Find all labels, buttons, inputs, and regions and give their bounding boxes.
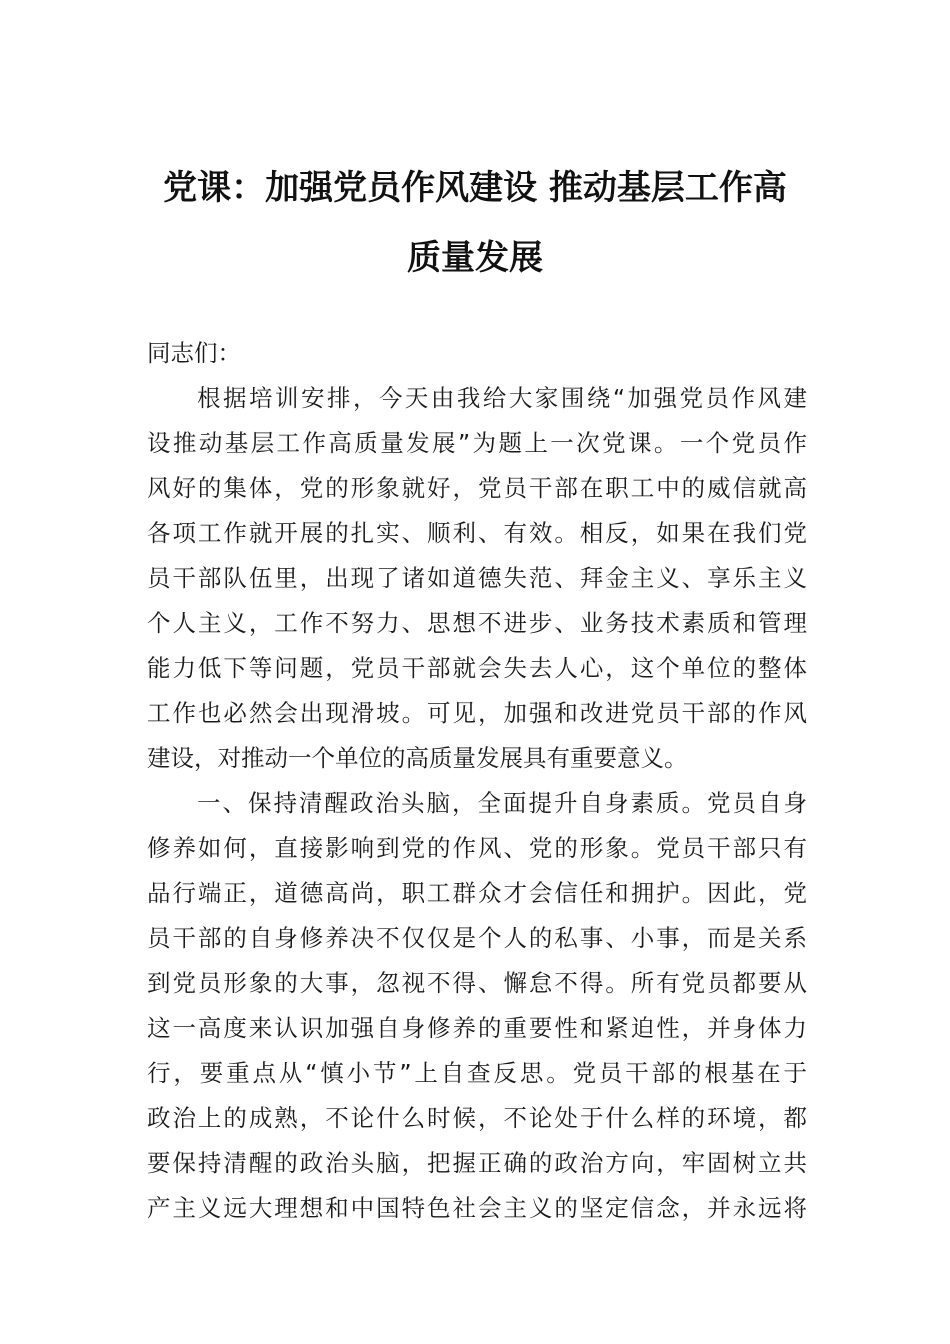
body-line: 品行端正，道德高尚，职工群众才会信任和拥护。因此，党 xyxy=(147,879,807,907)
salutation: 同志们： xyxy=(147,339,241,367)
body-line: 到党员形象的大事，忽视不得、懈怠不得。所有党员都要从 xyxy=(147,969,807,997)
body-line: 工作也必然会出现滑坡。可见，加强和改进党员干部的作风 xyxy=(147,699,807,727)
body-line: 设推动基层工作高质量发展”为题上一次党课。一个党员作 xyxy=(147,429,807,457)
body-line: 一、保持清醒政治头脑，全面提升自身素质。党员自身 xyxy=(197,789,807,817)
body-line: 各项工作就开展的扎实、顺利、有效。相反，如果在我们党 xyxy=(147,519,807,547)
body-line: 建设，对推动一个单位的高质量发展具有重要意义。 xyxy=(147,744,688,772)
body-line: 员干部队伍里，出现了诸如道德失范、拜金主义、享乐主义 xyxy=(147,564,807,592)
body-line: 根据培训安排，今天由我给大家围绕“加强党员作风建 xyxy=(197,384,807,412)
body-line: 政治上的成熟，不论什么时候，不论处于什么样的环境，都 xyxy=(147,1104,807,1132)
body-line: 行，要重点从“慎小节”上自查反思。党员干部的根基在于 xyxy=(147,1059,807,1087)
body-line: 产主义远大理想和中国特色社会主义的坚定信念，并永远将 xyxy=(147,1194,807,1222)
document-title-line-2: 质量发展 xyxy=(407,238,543,278)
body-line: 要保持清醒的政治头脑，把握正确的政治方向，牢固树立共 xyxy=(147,1149,807,1177)
body-line: 员干部的自身修养决不仅仅是个人的私事、小事，而是关系 xyxy=(147,924,807,952)
document-title-line-1: 党课：加强党员作风建设 推动基层工作高 xyxy=(163,168,787,208)
body-line: 修养如何，直接影响到党的作风、党的形象。党员干部只有 xyxy=(147,834,807,862)
body-line: 风好的集体，党的形象就好，党员干部在职工中的威信就高 xyxy=(147,474,807,502)
body-line: 个人主义，工作不努力、思想不进步、业务技术素质和管理 xyxy=(147,609,807,637)
body-line: 这一高度来认识加强自身修养的重要性和紧迫性，并身体力 xyxy=(147,1014,807,1042)
body-line: 能力低下等问题，党员干部就会失去人心，这个单位的整体 xyxy=(147,654,807,682)
